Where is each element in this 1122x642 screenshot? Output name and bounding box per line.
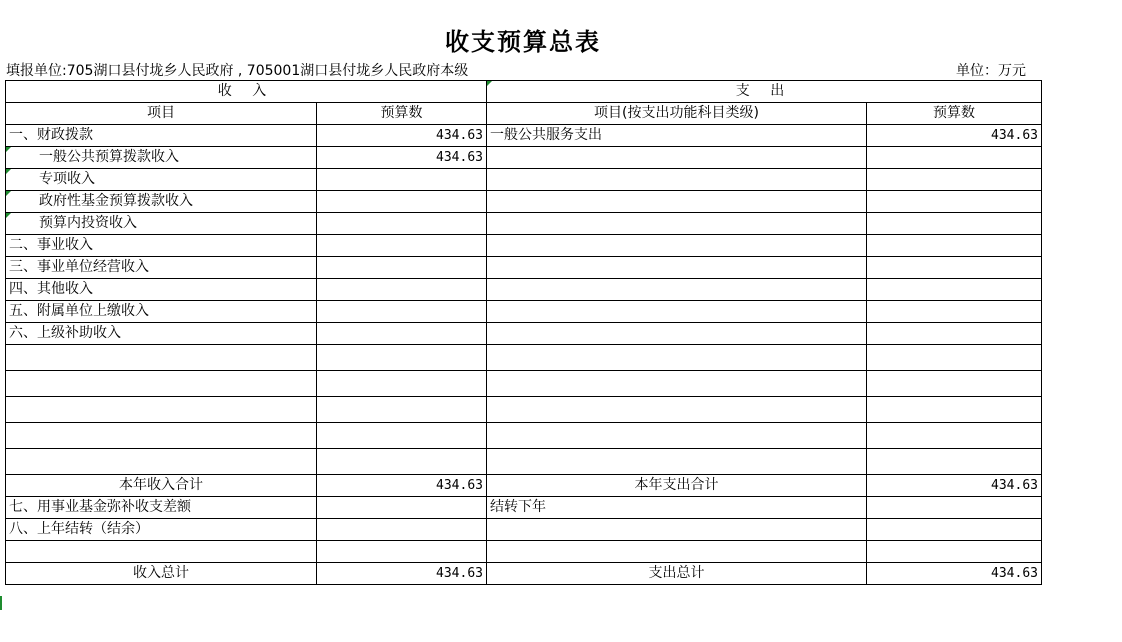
expense-amount-header[interactable]: 预算数	[867, 103, 1042, 125]
empty-cell[interactable]	[487, 397, 867, 423]
empty-cell[interactable]	[317, 423, 487, 449]
budget-summary-table	[5, 80, 1042, 585]
expense-amount-cell[interactable]	[867, 213, 1042, 235]
empty-cell[interactable]	[867, 345, 1042, 371]
empty-cell[interactable]	[867, 449, 1042, 475]
grand-income-total-amount[interactable]: 434.63	[317, 563, 487, 585]
income-amount-cell[interactable]	[317, 279, 487, 301]
empty-cell[interactable]	[487, 423, 867, 449]
income-item-cell[interactable]: 政府性基金预算拨款收入	[6, 191, 317, 213]
unit-label: 单位：万元	[956, 63, 1026, 79]
empty-cell[interactable]	[6, 397, 317, 423]
table-row	[6, 497, 1042, 519]
table-row	[6, 279, 1042, 301]
grand-expense-total-amount[interactable]: 434.63	[867, 563, 1042, 585]
empty-cell[interactable]	[317, 345, 487, 371]
table-row	[6, 257, 1042, 279]
reporting-unit: 填报单位:705湖口县付垅乡人民政府 , 705001湖口县付垅乡人民政府本级	[6, 63, 469, 79]
expense-item-cell[interactable]	[487, 279, 867, 301]
income-item-cell[interactable]: 一、财政拨款	[6, 125, 317, 147]
income-amount-cell[interactable]	[317, 301, 487, 323]
section-header-row	[6, 81, 1042, 103]
empty-row	[6, 345, 1042, 371]
table-row	[6, 191, 1042, 213]
empty-cell[interactable]	[867, 397, 1042, 423]
income-amount-cell[interactable]	[317, 519, 487, 541]
year-income-total-amount[interactable]: 434.63	[317, 475, 487, 497]
income-item-cell[interactable]: 专项收入	[6, 169, 317, 191]
income-amount-header[interactable]: 预算数	[317, 103, 487, 125]
empty-cell[interactable]	[867, 371, 1042, 397]
income-amount-cell[interactable]	[317, 169, 487, 191]
expense-item-cell[interactable]	[487, 257, 867, 279]
empty-row	[6, 541, 1042, 563]
expense-amount-cell[interactable]	[867, 169, 1042, 191]
income-amount-cell[interactable]	[317, 191, 487, 213]
year-income-total-label[interactable]: 本年收入合计	[6, 475, 317, 497]
empty-cell[interactable]	[317, 541, 487, 563]
expense-item-header[interactable]: 项目(按支出功能科目类级)	[487, 103, 867, 125]
income-amount-cell[interactable]: 434.63	[317, 125, 487, 147]
expense-amount-cell[interactable]	[867, 301, 1042, 323]
income-amount-cell[interactable]	[317, 257, 487, 279]
empty-cell[interactable]	[6, 371, 317, 397]
expense-amount-cell[interactable]	[867, 519, 1042, 541]
income-section-header[interactable]: 收 入	[6, 81, 487, 103]
table-row	[6, 213, 1042, 235]
income-item-cell[interactable]: 五、附属单位上缴收入	[6, 301, 317, 323]
expense-item-cell[interactable]: 结转下年	[487, 497, 867, 519]
expense-section-header[interactable]: 支 出	[487, 81, 1042, 103]
income-item-cell[interactable]: 预算内投资收入	[6, 213, 317, 235]
sheet-edge-marker	[0, 596, 2, 610]
income-item-header[interactable]: 项目	[6, 103, 317, 125]
empty-cell[interactable]	[487, 449, 867, 475]
expense-amount-cell[interactable]	[867, 497, 1042, 519]
expense-amount-cell[interactable]	[867, 191, 1042, 213]
expense-amount-cell[interactable]	[867, 323, 1042, 345]
expense-item-cell[interactable]	[487, 191, 867, 213]
empty-row	[6, 423, 1042, 449]
grand-expense-total-label[interactable]: 支出总计	[487, 563, 867, 585]
income-item-cell[interactable]: 二、事业收入	[6, 235, 317, 257]
table-row	[6, 125, 1042, 147]
empty-cell[interactable]	[317, 371, 487, 397]
income-amount-cell[interactable]	[317, 235, 487, 257]
empty-cell[interactable]	[867, 541, 1042, 563]
expense-item-cell[interactable]	[487, 323, 867, 345]
year-total-row	[6, 475, 1042, 497]
empty-row	[6, 397, 1042, 423]
empty-cell[interactable]	[317, 449, 487, 475]
expense-item-cell[interactable]	[487, 169, 867, 191]
income-item-cell[interactable]: 三、事业单位经营收入	[6, 257, 317, 279]
income-item-cell[interactable]: 八、上年结转（结余）	[6, 519, 317, 541]
expense-amount-cell[interactable]: 434.63	[867, 125, 1042, 147]
empty-cell[interactable]	[487, 345, 867, 371]
income-item-cell[interactable]: 四、其他收入	[6, 279, 317, 301]
expense-item-cell[interactable]	[487, 213, 867, 235]
income-amount-cell[interactable]: 434.63	[317, 147, 487, 169]
expense-item-cell[interactable]	[487, 301, 867, 323]
income-amount-cell[interactable]	[317, 323, 487, 345]
grand-total-row	[6, 563, 1042, 585]
income-amount-cell[interactable]	[317, 213, 487, 235]
table-row	[6, 169, 1042, 191]
empty-cell[interactable]	[487, 371, 867, 397]
expense-item-cell[interactable]: 一般公共服务支出	[487, 125, 867, 147]
expense-item-cell[interactable]	[487, 147, 867, 169]
expense-amount-cell[interactable]	[867, 279, 1042, 301]
empty-cell[interactable]	[867, 423, 1042, 449]
column-header-row	[6, 103, 1042, 125]
grand-income-total-label[interactable]: 收入总计	[6, 563, 317, 585]
table-row	[6, 147, 1042, 169]
empty-row	[6, 371, 1042, 397]
income-item-cell[interactable]: 一般公共预算拨款收入	[6, 147, 317, 169]
empty-cell[interactable]	[6, 345, 317, 371]
expense-amount-cell[interactable]	[867, 235, 1042, 257]
empty-row	[6, 449, 1042, 475]
year-expense-total-amount[interactable]: 434.63	[867, 475, 1042, 497]
table-row	[6, 301, 1042, 323]
empty-cell[interactable]	[6, 449, 317, 475]
expense-item-cell[interactable]	[487, 519, 867, 541]
empty-cell[interactable]	[317, 397, 487, 423]
year-expense-total-label[interactable]: 本年支出合计	[487, 475, 867, 497]
table-row	[6, 519, 1042, 541]
page-title: 收支预算总表	[445, 27, 601, 56]
empty-cell[interactable]	[487, 541, 867, 563]
empty-cell[interactable]	[6, 541, 317, 563]
expense-amount-cell[interactable]	[867, 147, 1042, 169]
expense-amount-cell[interactable]	[867, 257, 1042, 279]
income-item-cell[interactable]: 六、上级补助收入	[6, 323, 317, 345]
table-row	[6, 323, 1042, 345]
empty-cell[interactable]	[6, 423, 317, 449]
income-item-cell[interactable]: 七、用事业基金弥补收支差额	[6, 497, 317, 519]
income-amount-cell[interactable]	[317, 497, 487, 519]
expense-item-cell[interactable]	[487, 235, 867, 257]
table-row	[6, 235, 1042, 257]
